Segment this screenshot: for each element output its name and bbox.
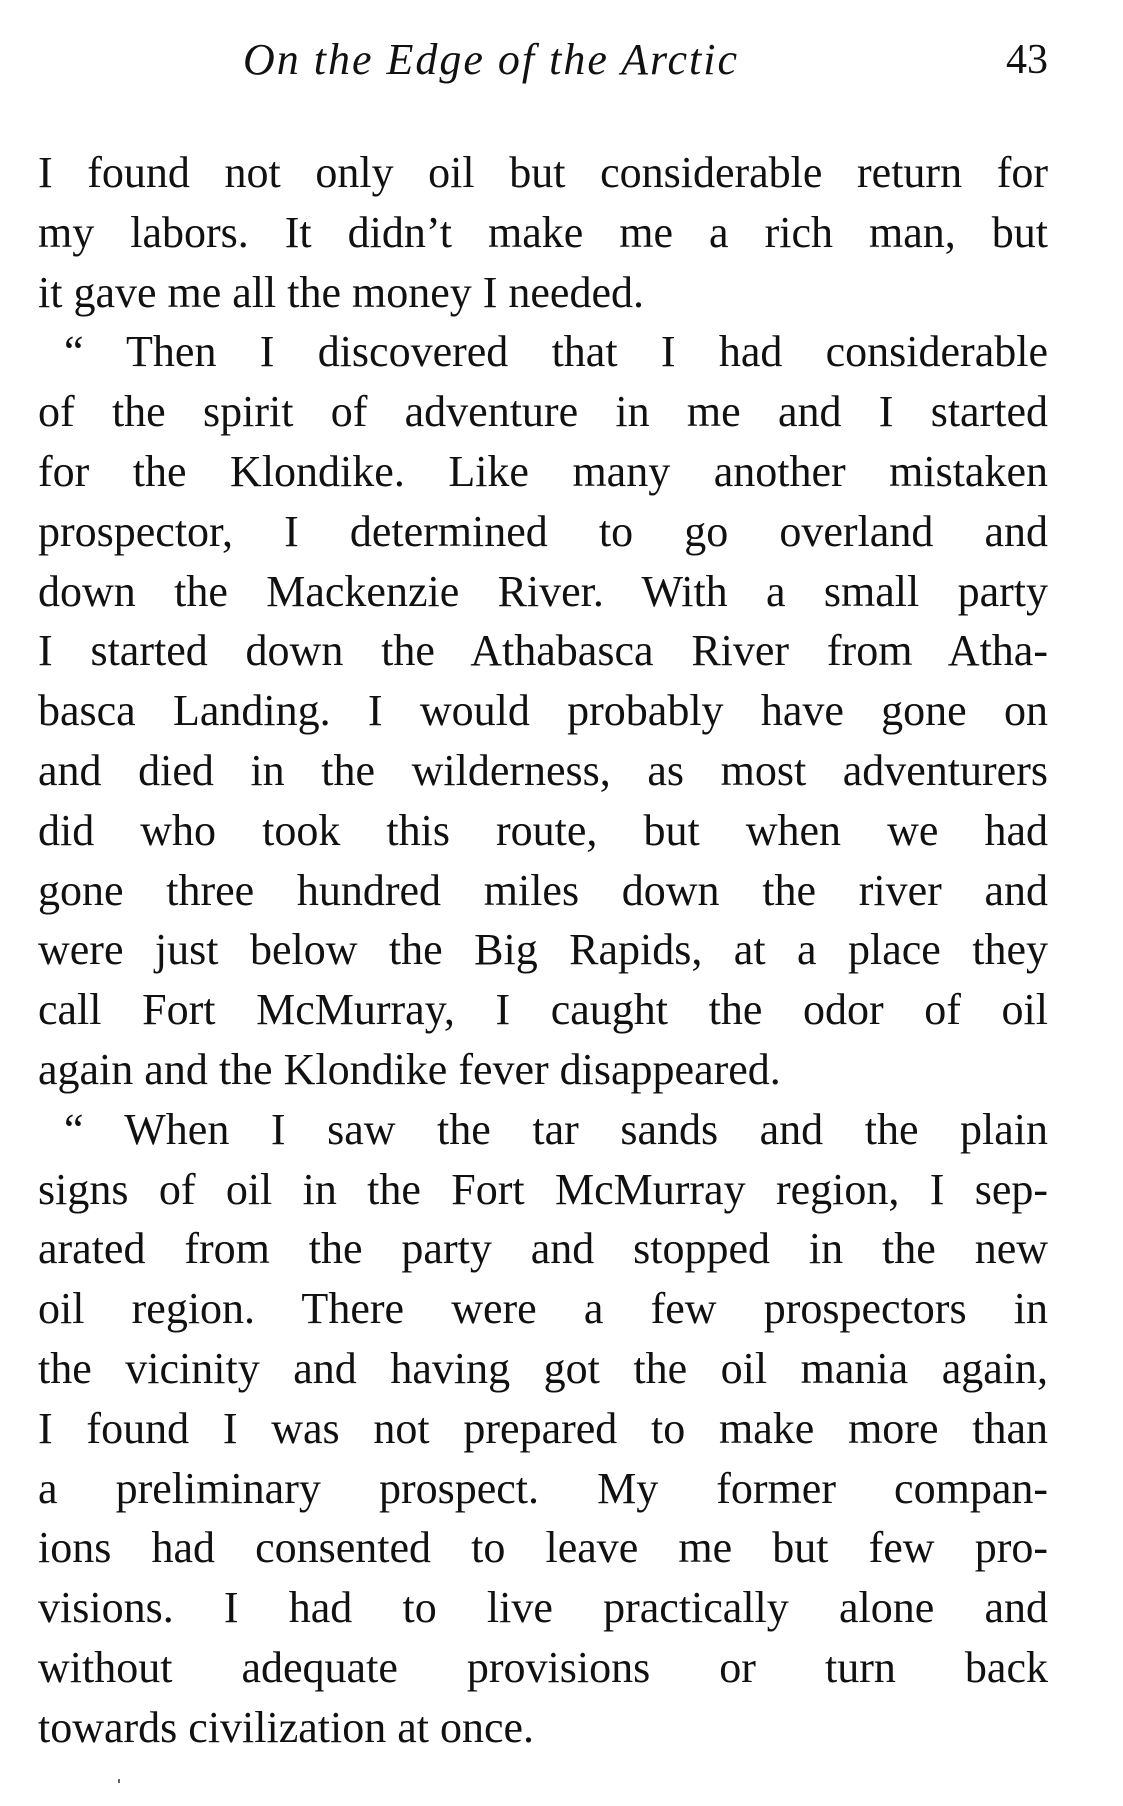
text-line: my labors. It didn’t make me a rich man, but [38, 207, 1048, 257]
body-text [38, 143, 1048, 1758]
text-line: arated from the party and stopped in the new [38, 1224, 1048, 1274]
text-line: down the Mackenzie River. With a small party [38, 566, 1048, 616]
text-line: I started down the Athabasca River from Atha- [38, 626, 1048, 676]
text-line: for the Klondike. Like many another mistaken [38, 446, 1048, 496]
text-line: gone three hundred miles down the river and [38, 865, 1048, 915]
text-line: the vicinity and having got the oil mania again, [38, 1343, 1048, 1393]
running-head [38, 30, 1048, 90]
text-line: a preliminary prospect. My former compan- [38, 1463, 1048, 1513]
text-line: did who took this route, but when we had [38, 805, 1048, 855]
print-speck [118, 1779, 120, 1783]
text-line: “ When I saw the tar sands and the plain [64, 1104, 1048, 1154]
text-line: oil region. There were a few prospectors in [38, 1284, 1048, 1334]
running-title: On the Edge of the Arctic [243, 35, 739, 84]
text-line: call Fort McMurray, I caught the odor of oil [38, 985, 1048, 1035]
text-line: I found not only oil but considerable return for [38, 148, 1048, 197]
text-line: prospector, I determined to go overland and [38, 506, 1048, 556]
text-line: of the spirit of adventure in me and I started [38, 387, 1048, 437]
page-number: 43 [1006, 37, 1048, 83]
text-line: without adequate provisions or turn back [38, 1642, 1048, 1692]
text-line: basca Landing. I would probably have gone on [38, 686, 1048, 736]
text-line: signs of oil in the Fort McMurray region, I sep- [38, 1164, 1048, 1214]
text-line: I found I was not prepared to make more than [38, 1403, 1048, 1453]
text-line: again and the Klondike fever disappeared. [38, 1044, 781, 1094]
text-line: visions. I had to live practically alone and [38, 1583, 1048, 1633]
text-line: “ Then I discovered that I had considerable [64, 327, 1048, 377]
text-line: towards civilization at once. [38, 1702, 535, 1752]
text-line: were just below the Big Rapids, at a place they [38, 925, 1048, 975]
text-line: ions had consented to leave me but few pro- [38, 1523, 1048, 1573]
text-line: it gave me all the money I needed. [38, 267, 644, 317]
text-line: and died in the wilderness, as most adventurers [38, 745, 1048, 795]
